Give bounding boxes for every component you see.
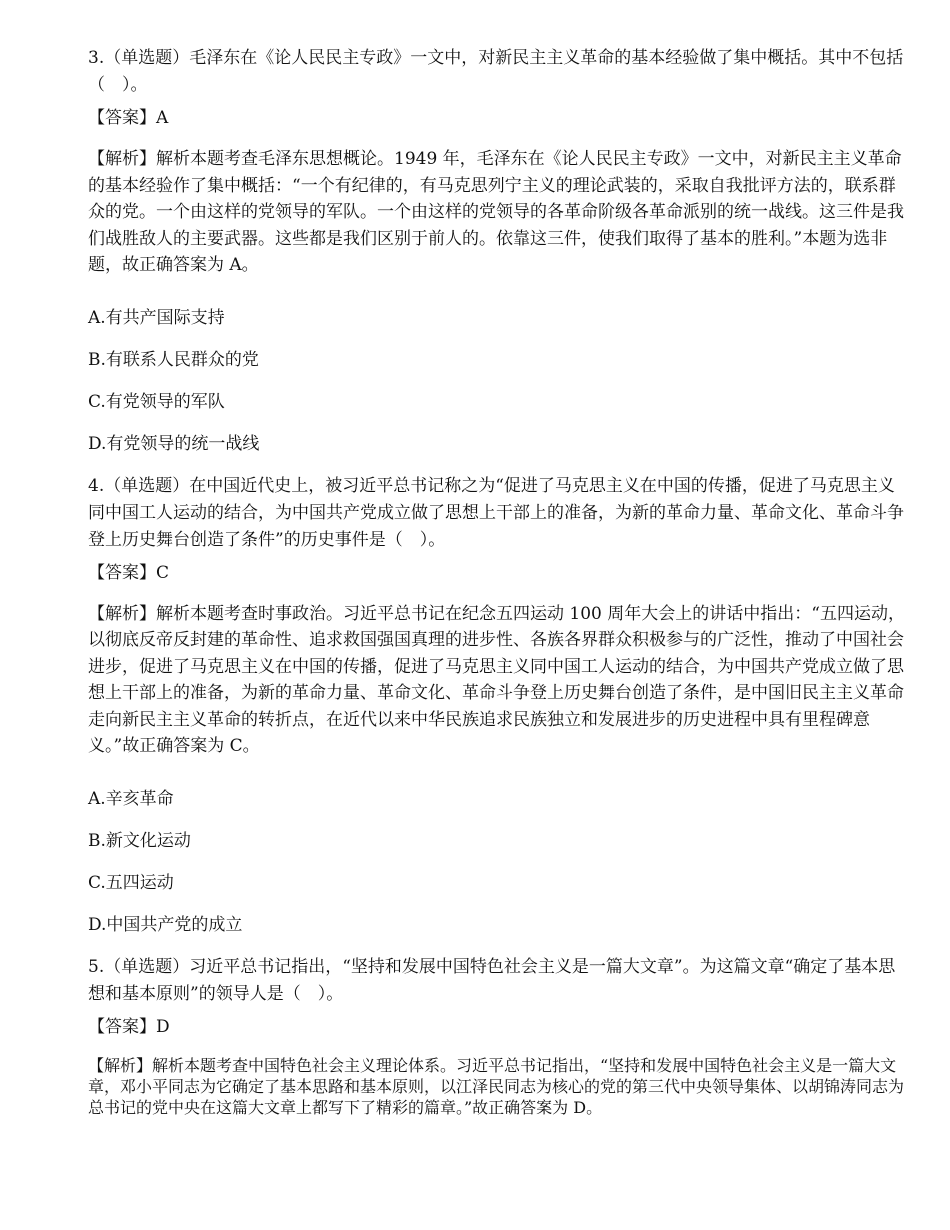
answer-label: 【答案】A xyxy=(88,108,169,128)
question-stem: 5.（单选题）习近平总书记指出，“坚持和发展中国特色社会主义是一篇大文章”。为这篇文章“确定了基本思想和基本原则”的领导人是（ ）。 xyxy=(88,956,896,1004)
option-b: B.有联系人民群众的党 xyxy=(88,349,259,370)
option-b: B.新文化运动 xyxy=(88,830,191,851)
analysis-text: 【解析】解析本题考查中国特色社会主义理论体系。习近平总书记指出，“坚持和发展中国特色社会主义是一篇大文章，邓小平同志为它确定了基本思路和基本原则，以江泽民同志为核心的党的第三代中央领导集体、以胡锦涛同志为总书记的党中央在这篇大文章上都写下了精彩的篇章。”故正确答案为 D。 xyxy=(88,1055,905,1117)
option-a: A.辛亥革命 xyxy=(88,788,174,809)
analysis-text: 【解析】解析本题考查时事政治。习近平总书记在纪念五四运动 100 周年大会上的讲话中指出：“五四运动，以彻底反帝反封建的革命性、追求救国强国真理的进步性、各族各界群众积极参与的广泛性，推动了中国社会进步，促进了马克思主义在中国的传播，促进了马克思主义同中国工人运动的结合，为中国共产党成立做了思想上干部上的准备，为新的革命力量、革命文化、革命斗争登上历史舞台创造了条件，是中国旧民主主义革命走向新民主主义革命的转折点，在近代以来中华民族追求民族独立和发展进步的历史进程中具有里程碑意义。”故正确答案为 C。 xyxy=(88,603,905,756)
option-d: D.中国共产党的成立 xyxy=(88,914,243,935)
question-document xyxy=(88,45,908,1120)
analysis-text: 【解析】解析本题考查毛泽东思想概论。1949 年，毛泽东在《论人民民主专政》一文中，对新民主主义革命的基本经验作了集中概括：“一个有纪律的，有马克思列宁主义的理论武装的，采取自我批评方法的，联系群众的党。一个由这样的党领导的军队。一个由这样的党领导的各革命阶级各革命派别的统一战线。这三件是我们战胜敌人的主要武器。这些都是我们区别于前人的。依靠这三件，使我们取得了基本的胜利。”本题为选非题，故正确答案为 A。 xyxy=(88,149,904,275)
option-c: C.五四运动 xyxy=(88,872,174,893)
question-3 xyxy=(88,45,908,458)
question-stem: 3.（单选题）毛泽东在《论人民民主专政》一文中，对新民主主义革命的基本经验做了集中概括。其中不包括（ ）。 xyxy=(88,48,904,95)
question-4 xyxy=(88,473,908,939)
answer-label: 【答案】C xyxy=(88,562,170,583)
option-c: C.有党领导的军队 xyxy=(88,391,225,412)
options-list xyxy=(88,305,908,458)
question-stem: 4.（单选题）在中国近代史上，被习近平总书记称之为“促进了马克思主义在中国的传播，促进了马克思主义同中国工人运动的结合，为中国共产党成立做了思想上干部上的准备，为新的革命力量、革命文化、革命斗争登上历史舞台创造了条件”的历史事件是（ ）。 xyxy=(88,475,904,550)
option-d: D.有党领导的统一战线 xyxy=(88,433,260,454)
option-a: A.有共产国际支持 xyxy=(88,307,225,328)
question-5 xyxy=(88,954,908,1118)
options-list xyxy=(88,786,908,939)
answer-label: 【答案】D xyxy=(88,1016,170,1037)
